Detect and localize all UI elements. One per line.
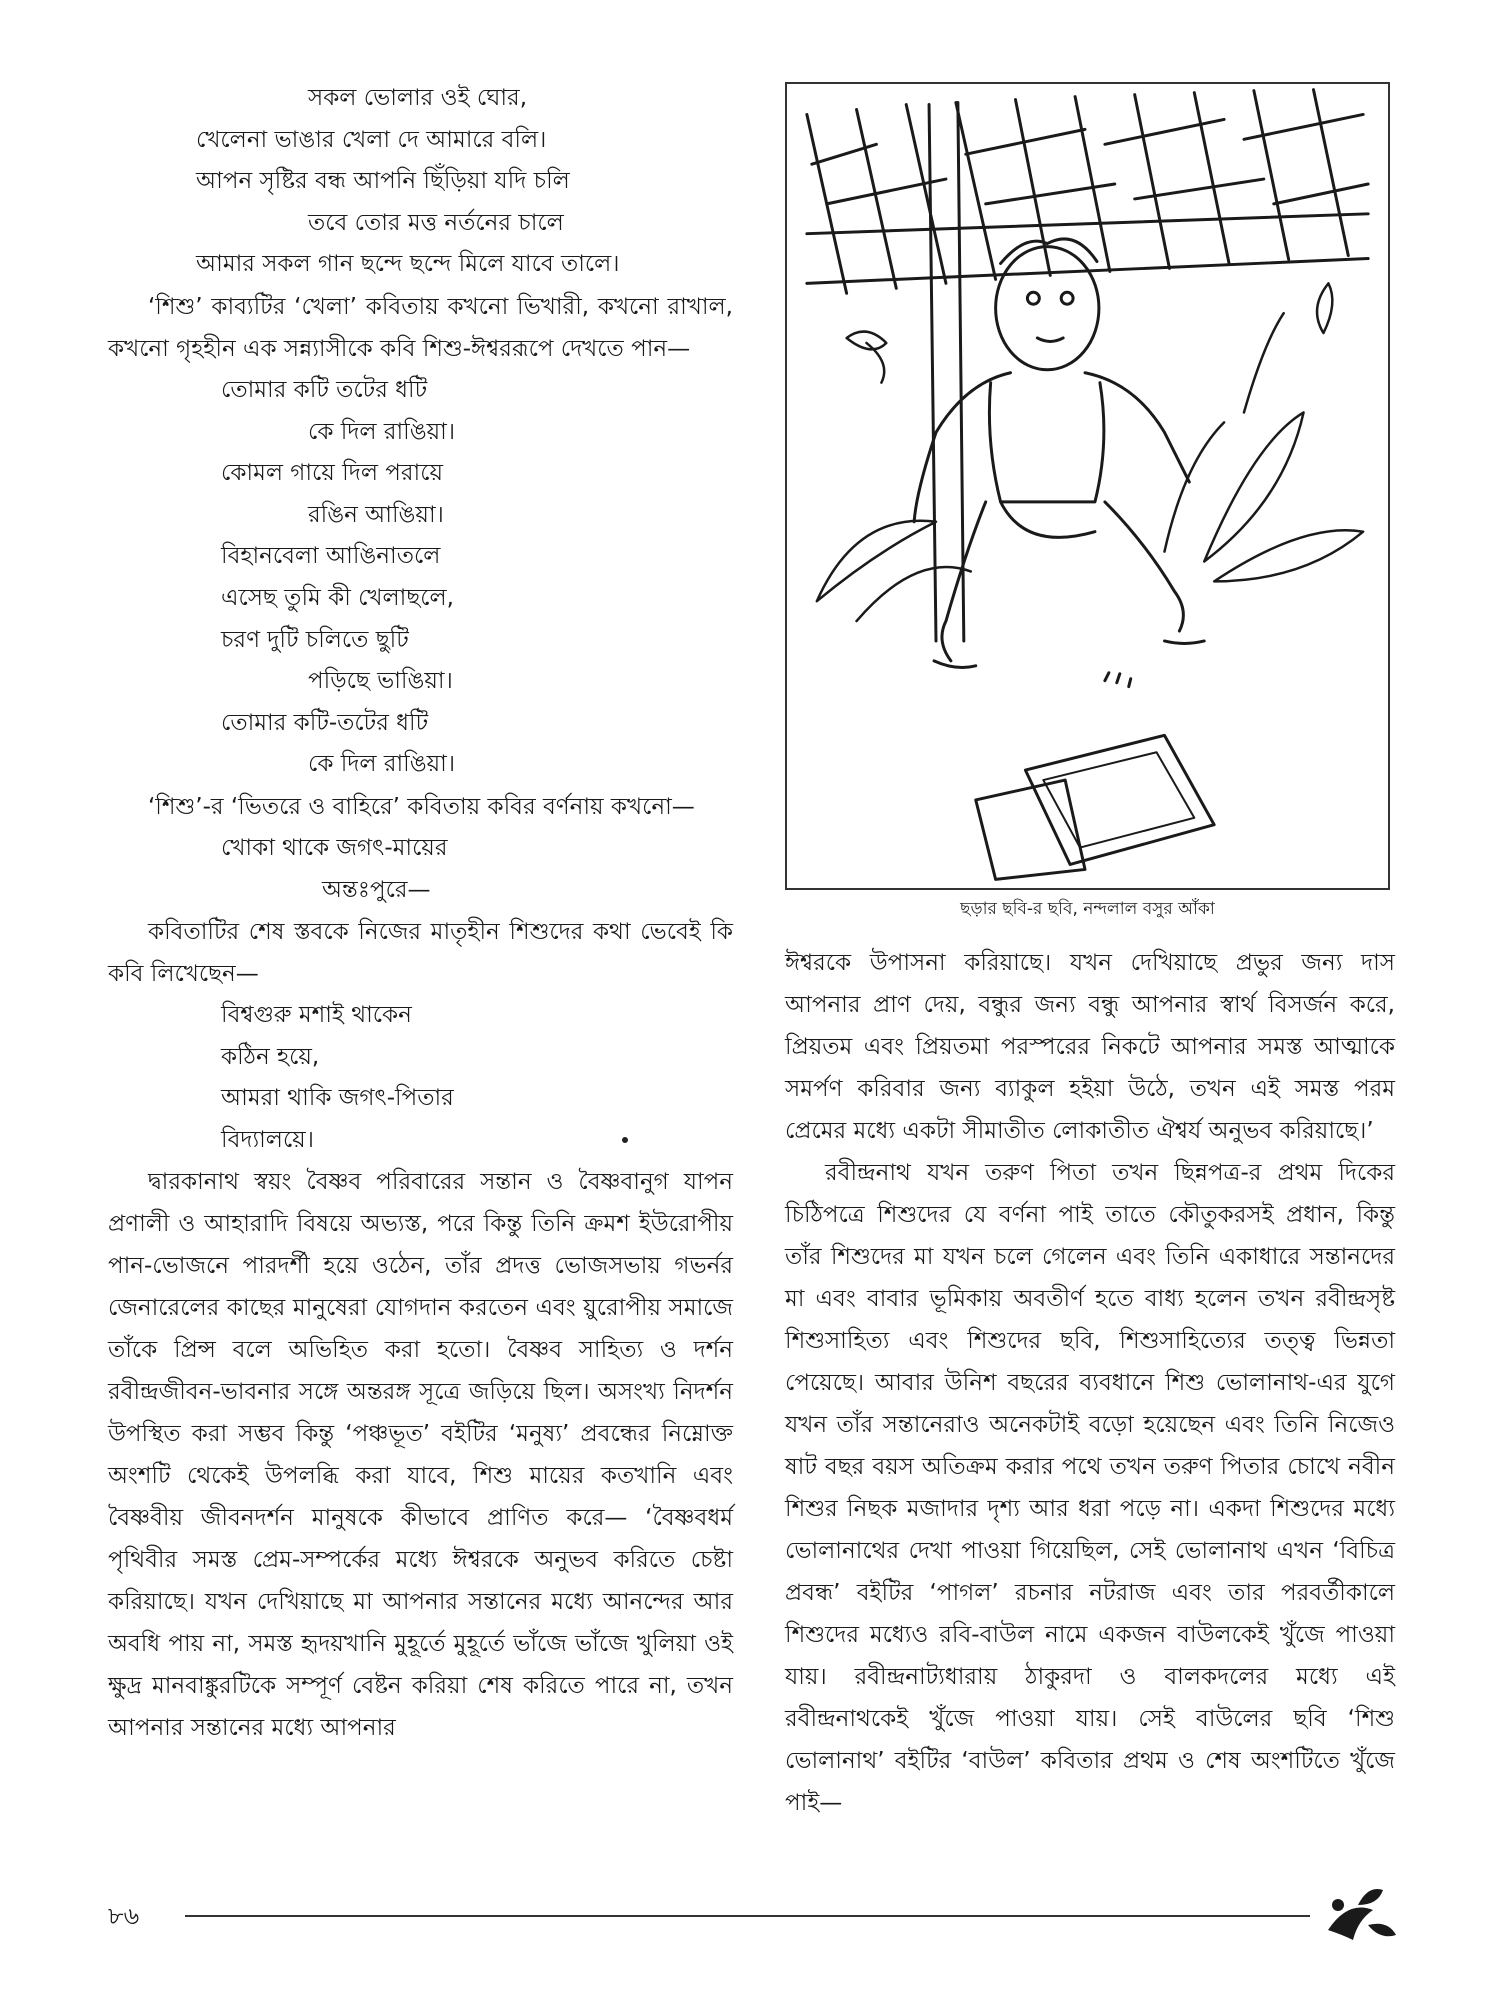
child-illustration — [787, 84, 1388, 888]
pole — [929, 103, 964, 641]
figure-caption: ছড়ার ছবি-র ছবি, নন্দলাল বসুর আঁকা — [960, 899, 1215, 919]
slate-and-book — [976, 673, 1214, 880]
verse-line: কে দিল রাঙিয়া। — [308, 751, 456, 778]
verse-line: কে দিল রাঙিয়া। — [308, 418, 456, 445]
verse-line: এসেছ তুমি কী খেলাছলে, — [221, 584, 454, 611]
verse-line: রঙিন আঙিয়া। — [308, 501, 444, 528]
footer-rule — [185, 1915, 1310, 1917]
flower-ornament-icon — [1318, 1880, 1398, 1950]
verse-line: খেলেনা ভাঙার খেলা দে আমারে বলি। — [196, 126, 547, 153]
verse-line: বিহানবেলা আঙিনাতলে — [221, 543, 441, 570]
verse-line: আপন সৃষ্টির বন্ধ আপনি ছিঁড়িয়া যদি চলি — [196, 168, 570, 195]
roof-lattice — [807, 90, 1368, 294]
illustration-frame — [785, 82, 1390, 890]
verse-line: কোমল গায়ে দিল পরায়ে — [221, 460, 443, 487]
verse-line: তবে তোর মত্ত নর্তনের চালে — [308, 209, 564, 236]
verse-line: তোমার কটি তটের ধটি — [221, 376, 428, 403]
boy-figure — [914, 239, 1204, 668]
plant-leaves — [817, 283, 1363, 621]
right-column — [785, 942, 1395, 1824]
verse-line: পড়িছে ভাঙিয়া। — [308, 668, 453, 695]
verse-line: বিদ্যালয়ে। — [221, 1126, 314, 1153]
verse-line: তোমার কটি-তটের ধটি — [221, 709, 429, 736]
verse-line: কঠিন হয়ে, — [221, 1043, 320, 1070]
verse-line: অন্তঃপুরে— — [322, 876, 431, 903]
paragraph: দ্বারকানাথ স্বয়ং বৈষ্ণব পরিবারের সন্তান ও বৈষ্ণবানুগ যাপন প্রণালী ও আহারাদি বিষয়ে অভ্যস্ত, পরে কিন্তু তিনি ক্রমশ ইউরোপীয় পান-ভোজনে পারদর্শী হয়ে ওঠেন, তাঁর প্রদত্ত ভোজসভায় গভর্নর জেনারেলের কাছের মানুষেরা যোগদান করতেন এবং য়ুরোপীয় সমাজে তাঁকে প্রিন্স বলে অভিহিত করা হতো। বৈষ্ণব সাহিত্য ও দর্শন রবীন্দ্রজীবন-ভাবনার সঙ্গে অন্তরঙ্গ সূত্রে জড়িয়ে ছিল। অসংখ্য নিদর্শন উপস্থিত করা সম্ভব কিন্তু ‘পঞ্চভূত’ বইটির ‘মনুষ্য’ প্রবন্ধের নিম্নোক্ত অংশটি থেকেই উপলব্ধি করা যাবে, শিশু মায়ের কতখানি এবং বৈষ্ণবীয় জীবনদর্শন মানুষকে কীভাবে প্রাণিত করে— ‘বৈষ্ণবধর্ম পৃথিবীর সমস্ত প্রেম-সম্পর্কের মধ্যে ঈশ্বরকে অনুভব করিতে চেষ্টা করিয়াছে। যখন দেখিয়াছে মা আপনার সন্তানের মধ্যে আনন্দের আর অবধি পায় না, সমস্ত হৃদয়খানি মুহূর্তে মুহূর্তে ভাঁজে ভাঁজে খুলিয়া ওই ক্ষুদ্র মানবাঙ্কুরটিকে সম্পূর্ণ বেষ্টন করিয়া শেষ করিতে পারে না, তখন আপনার সন্তানের মধ্যে আপনার — [108, 1169, 733, 1742]
stray-dot — [622, 1137, 628, 1143]
verse-line: খোকা থাকে জগৎ-মায়ের — [221, 834, 448, 861]
paragraph: ‘শিশু’ কাব্যটির ‘খেলা’ কবিতায় কখনো ভিখারী, কখনো রাখাল, কখনো গৃহহীন এক সন্ন্যাসীকে কবি শিশু-ঈশ্বররূপে দেখতে পান— — [108, 293, 733, 362]
paragraph: ‘শিশু’-র ‘ভিতরে ও বাহিরে’ কবিতায় কবির বর্ণনায় কখনো— — [148, 793, 695, 820]
verse-line: সকল ভোলার ওই ঘোর, — [308, 85, 528, 111]
verse-line: বিশ্বগুরু মশাই থাকেন — [221, 1002, 412, 1029]
verse-line: চরণ দুটি চলিতে ছুটি — [221, 626, 409, 653]
paragraph: কবিতাটির শেষ স্তবকে নিজের মাতৃহীন শিশুদের কথা ভেবেই কি কবি লিখেছেন— — [108, 919, 733, 988]
paragraph: রবীন্দ্রনাথ যখন তরুণ পিতা তখন ছিন্নপত্র-র প্রথম দিকের চিঠিপত্রে শিশুদের যে বর্ণনা পাই তাতে কৌতুকরসই প্রধান, কিন্তু তাঁর শিশুদের মা যখন চলে গেলেন এবং তিনি একাধারে সন্তানদের মা এবং বাবার ভূমিকায় অবতীর্ণ হতে বাধ্য হলেন তখন রবীন্দ্রসৃষ্ট শিশুসাহিত্য এবং শিশুদের ছবি, শিশুসাহিত্যের তত্ত্ব ভিন্নতা পেয়েছে। আবার উনিশ বছরের ব্যবধানে শিশু ভোলানাথ-এর যুগে যখন তাঁর সন্তানেরাও অনেকটাই বড়ো হয়েছেন এবং তিনি নিজেও ষাট বছর বয়স অতিক্রম করার পথে তখন তরুণ পিতার চোখে নবীন শিশুর নিছক মজাদার দৃশ্য আর ধরা পড়ে না। একদা শিশুদের মধ্যে ভোলানাথের দেখা পাওয়া গিয়েছিল, সেই ভোলানাথ এখন ‘বিচিত্র প্রবন্ধ’ বইটির ‘পাগল’ রচনার নটরাজ এবং তার পরবর্তীকালে শিশুদের মধ্যেও রবি-বাউল নামে একজন বাউলকেই খুঁজে পাওয়া যায়। রবীন্দ্রনাট্যধারায় ঠাকুরদা ও বালকদলের মধ্যে এই রবীন্দ্রনাথকেই খুঁজে পাওয়া যায়। সেই বাউলের ছবি ‘শিশু ভোলানাথ’ বইটির ‘বাউল’ কবিতার প্রথম ও শেষ অংশটিতে খুঁজে পাই— — [785, 1160, 1395, 1816]
butterfly — [847, 332, 887, 383]
left-column — [108, 78, 733, 1749]
verse-line: আমরা থাকি জগৎ-পিতার — [221, 1085, 454, 1112]
page-number: ৮৬ — [108, 1902, 140, 1930]
paragraph: ঈশ্বরকে উপাসনা করিয়াছে। যখন দেখিয়াছে প্রভুর জন্য দাস আপনার প্রাণ দেয়, বন্ধুর জন্য বন্ধু আপনার স্বার্থ বিসর্জন করে, প্রিয়তম এবং প্রিয়তমা পরস্পরের নিকটে আপনার সমস্ত আত্মাকে সমর্পণ করিবার জন্য ব্যাকুল হইয়া উঠে, তখন এই সমস্ত পরম প্রেমের মধ্যে একটা সীমাতীত লোকাতীত ঐশ্বর্য অনুভব করিয়াছে।’ — [785, 950, 1395, 1144]
verse-line: আমার সকল গান ছন্দে ছন্দে মিলে যাবে তালে। — [196, 251, 620, 278]
